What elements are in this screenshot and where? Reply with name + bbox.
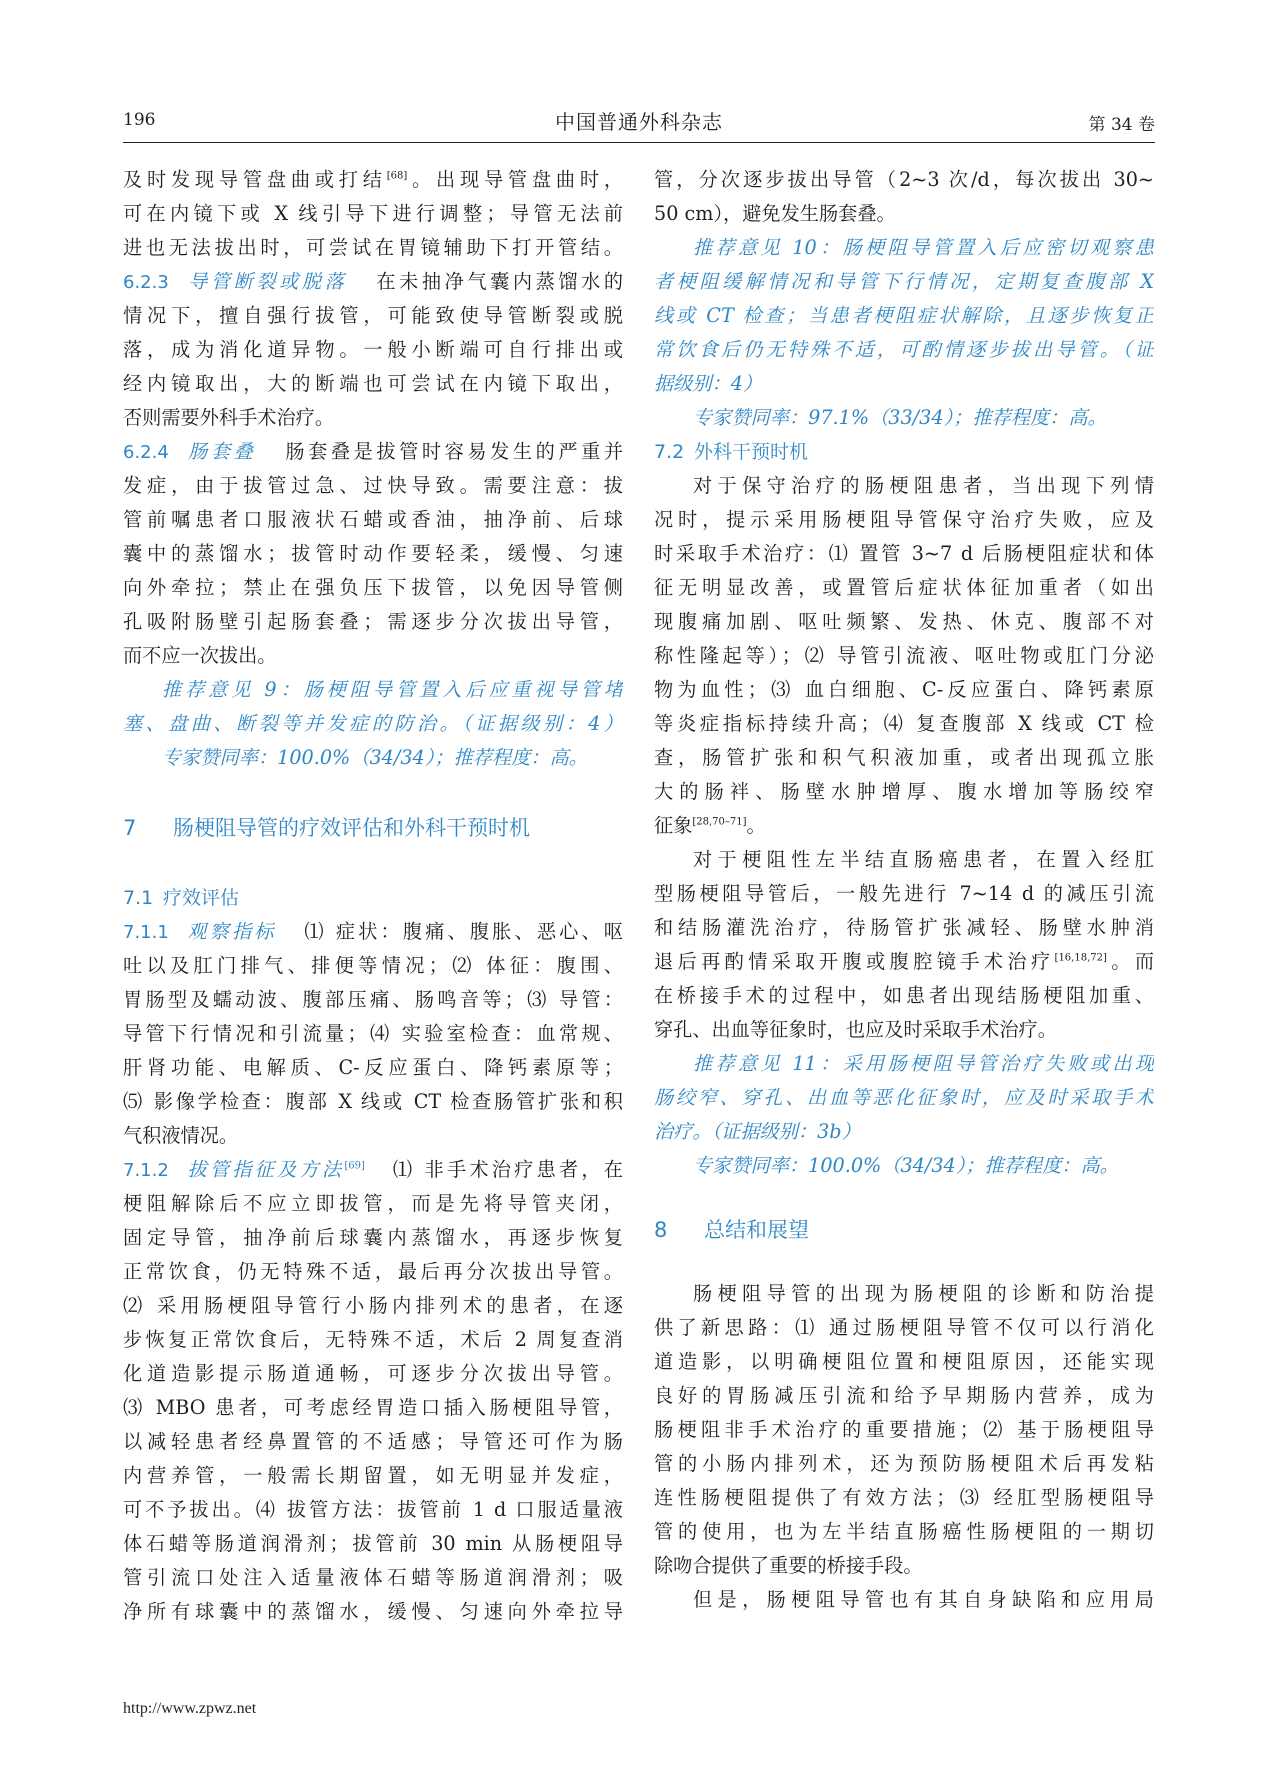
text-line: 导管下行情况和引流量；⑷ 实验室检查：血常规、 <box>123 1022 623 1045</box>
text-line: 固定导管，抽净前后球囊内蒸馏水，再逐步恢复 <box>123 1226 623 1249</box>
text-line: 孔吸附肠壁引起肠套叠；需逐步分次拔出导管， <box>123 610 623 633</box>
text-line: 及时发现导管盘曲或打结[68]。出现导管盘曲时， <box>123 168 623 191</box>
text-line: 征象[28,70–71]。 <box>654 814 766 837</box>
volume-label: 第 34 卷 <box>1088 115 1155 135</box>
text-line: 肠梗阻导管的出现为肠梗阻的诊断和防治提 <box>693 1282 1154 1305</box>
subsection-7-1-2: 7.1.2 拔管指征及方法[69] ⑴ 非手术治疗患者，在 <box>123 1158 623 1181</box>
text-line: ⑵ 采用肠梗阻导管行小肠内排列术的患者，在逐 <box>123 1294 623 1317</box>
section-7-2-heading: 7.2 外科干预时机 <box>654 441 809 463</box>
text-line: 对于保守治疗的肠梗阻患者，当出现下列情 <box>693 474 1154 497</box>
text-line: 落，成为消化道异物。一般小断端可自行排出或 <box>123 338 623 361</box>
recommendation-11-line: 肠绞窄、穿孔、出血等恶化征象时，应及时采取手术 <box>654 1086 1154 1109</box>
text-line: 向外牵拉；禁止在强负压下拔管，以免因导管侧 <box>123 576 623 599</box>
text-line: 穿孔、出血等征象时，也应及时采取手术治疗。 <box>654 1018 1057 1041</box>
text-line: 管的使用，也为左半结直肠癌性肠梗阻的一期切 <box>654 1520 1154 1543</box>
text-line: 型肠梗阻导管后，一般先进行 7~14 d 的减压引流 <box>654 882 1154 905</box>
text-line: 梗阻解除后不应立即拔管，而是先将导管夹闭， <box>123 1192 623 1215</box>
text-line: 内营养管，一般需长期留置，如无明显并发症， <box>123 1464 623 1487</box>
recommendation-10-line: 线或 CT 检查；当患者梗阻症状解除，且逐步恢复正 <box>654 304 1154 327</box>
text-line: 胃肠型及蠕动波、腹部压痛、肠鸣音等；⑶ 导管： <box>123 988 623 1011</box>
text-line: 供了新思路：⑴ 通过肠梗阻导管不仅可以行消化 <box>654 1316 1154 1339</box>
recommendation-10-line: 者梗阻缓解情况和导管下行情况，定期复查腹部 X <box>654 270 1154 293</box>
text-line: 正常饮食，仍无特殊不适，最后再分次拔出导管。 <box>123 1260 623 1283</box>
text-line: 步恢复正常饮食后，无特殊不适，术后 2 周复查消 <box>123 1328 623 1351</box>
text-line: 否则需要外科手术治疗。 <box>123 406 335 429</box>
recommendation-10-line: 常饮食后仍无特殊不适，可酌情逐步拔出导管。（证 <box>654 338 1154 361</box>
recommendation-9: 推荐意见 9：肠梗阻导管置入后应重视导管堵 <box>162 678 623 701</box>
page-number: 196 <box>123 110 156 130</box>
text-line: 以减轻患者经鼻置管的不适感；导管还可作为肠 <box>123 1430 623 1453</box>
text-line: 查，肠管扩张和积气积液加重，或者出现孤立胀 <box>654 746 1154 769</box>
text-line: 管引流口处注入适量液体石蜡等肠道润滑剂；吸 <box>123 1566 623 1589</box>
text-line: 等炎症指标持续升高；⑷ 复查腹部 X 线或 CT 检 <box>654 712 1154 735</box>
section-7-1-heading: 7.1 疗效评估 <box>123 887 240 909</box>
text-line: 连性肠梗阻提供了有效方法；⑶ 经肛型肠梗阻导 <box>654 1486 1154 1509</box>
text-line: 吐以及肛门排气、排便等情况；⑵ 体征：腹围、 <box>123 954 623 977</box>
recommendation-11: 推荐意见 11：采用肠梗阻导管治疗失败或出现 <box>693 1052 1154 1075</box>
expert-agreement: 专家赞同率：100.0%（34/34）；推荐程度：高。 <box>693 1154 1119 1177</box>
text-line: 征无明显改善，或置管后症状体征加重者（如出 <box>654 576 1154 599</box>
section-8-heading: 8 总结和展望 <box>654 1218 809 1242</box>
text-line: 退后再酌情采取开腹或腹腔镜手术治疗[16,18,72]。而 <box>654 950 1154 973</box>
recommendation-9-line: 塞、盘曲、断裂等并发症的防治。（证据级别：4） <box>123 712 623 735</box>
text-line: 经内镜取出，大的断端也可尝试在内镜下取出， <box>123 372 623 395</box>
text-line: 除吻合提供了重要的桥接手段。 <box>654 1554 923 1577</box>
subsection-6-2-4: 6.2.4 肠套叠 肠套叠是拔管时容易发生的严重并 <box>123 440 623 463</box>
text-line: 但是，肠梗阻导管也有其自身缺陷和应用局 <box>693 1588 1154 1611</box>
expert-agreement: 专家赞同率：97.1%（33/34）；推荐程度：高。 <box>693 406 1107 429</box>
text-line: 和结肠灌洗治疗，待肠管扩张减轻、肠壁水肿消 <box>654 916 1154 939</box>
text-line: 良好的胃肠减压引流和给予早期肠内营养，成为 <box>654 1384 1154 1407</box>
text-line: 进也无法拔出时，可尝试在胃镜辅助下打开管结。 <box>123 236 623 259</box>
text-line: 在桥接手术的过程中，如患者出现结肠梗阻加重、 <box>654 984 1154 1007</box>
text-line: 对于梗阻性左半结直肠癌患者，在置入经肛 <box>693 848 1154 871</box>
text-line: 道造影，以明确梗阻位置和梗阻原因，还能实现 <box>654 1350 1154 1373</box>
text-line: 可在内镜下或 X 线引导下进行调整；导管无法前 <box>123 202 623 225</box>
text-line: ⑸ 影像学检查：腹部 X 线或 CT 检查肠管扩张和积 <box>123 1090 623 1113</box>
subsection-6-2-3: 6.2.3 导管断裂或脱落 在未抽净气囊内蒸馏水的 <box>123 270 623 293</box>
text-line: 而不应一次拔出。 <box>123 644 277 667</box>
left-column <box>123 163 623 1629</box>
text-line: ⑶ MBO 患者，可考虑经胃造口插入肠梗阻导管， <box>123 1396 623 1419</box>
expert-agreement: 专家赞同率：100.0%（34/34）；推荐程度：高。 <box>162 746 588 769</box>
text-line: 发症，由于拔管过急、过快导致。需要注意：拔 <box>123 474 623 497</box>
text-line: 现腹痛加剧、呕吐频繁、发热、休克、腹部不对 <box>654 610 1154 633</box>
text-line: 物为血性；⑶ 血白细胞、C-反应蛋白、降钙素原 <box>654 678 1154 701</box>
text-line: 体石蜡等肠道润滑剂；拔管前 30 min 从肠梗阻导 <box>123 1532 623 1555</box>
text-line: 时采取手术治疗：⑴ 置管 3~7 d 后肠梗阻症状和体 <box>654 542 1154 565</box>
recommendation-10-line: 据级别：4） <box>654 372 763 395</box>
text-line: 肠梗阻非手术治疗的重要措施；⑵ 基于肠梗阻导 <box>654 1418 1154 1441</box>
text-line: 情况下，擅自强行拔管，可能致使导管断裂或脱 <box>123 304 623 327</box>
text-line: 净所有球囊中的蒸馏水，缓慢、匀速向外牵拉导 <box>123 1600 623 1623</box>
text-line: 气积液情况。 <box>123 1124 239 1147</box>
text-line: 化道造影提示肠道通畅，可逐步分次拔出导管。 <box>123 1362 623 1385</box>
section-7-heading: 7 肠梗阻导管的疗效评估和外科干预时机 <box>123 816 530 840</box>
running-header <box>123 102 1155 143</box>
journal-title: 中国普通外科杂志 <box>555 110 723 134</box>
recommendation-10: 推荐意见 10：肠梗阻导管置入后应密切观察患 <box>693 236 1154 259</box>
text-line: 称性隆起等）；⑵ 导管引流液、呕吐物或肛门分泌 <box>654 644 1154 667</box>
text-line: 管前嘱患者口服液状石蜡或香油，抽净前、后球 <box>123 508 623 531</box>
footer-url[interactable]: http://www.zpwz.net <box>123 1700 257 1717</box>
subsection-7-1-1: 7.1.1 观察指标 ⑴ 症状：腹痛、腹胀、恶心、呕 <box>123 920 623 943</box>
text-line: 可不予拔出。⑷ 拔管方法：拔管前 1 d 口服适量液 <box>123 1498 623 1521</box>
right-column <box>654 163 1154 1617</box>
text-line: 大的肠袢、肠壁水肿增厚、腹水增加等肠绞窄 <box>654 780 1154 803</box>
text-line: 管，分次逐步拔出导管（2~3 次/d，每次拔出 30~ <box>654 168 1154 191</box>
text-line: 况时，提示采用肠梗阻导管保守治疗失败，应及 <box>654 508 1154 531</box>
text-line: 囊中的蒸馏水；拔管时动作要轻柔，缓慢、匀速 <box>123 542 623 565</box>
text-line: 50 cm），避免发生肠套叠。 <box>654 202 896 225</box>
text-line: 管的小肠内排列术，还为预防肠梗阻术后再发粘 <box>654 1452 1154 1475</box>
recommendation-11-line: 治疗。（证据级别：3b） <box>654 1120 861 1143</box>
text-line: 肝肾功能、电解质、C-反应蛋白、降钙素原等； <box>123 1056 623 1079</box>
